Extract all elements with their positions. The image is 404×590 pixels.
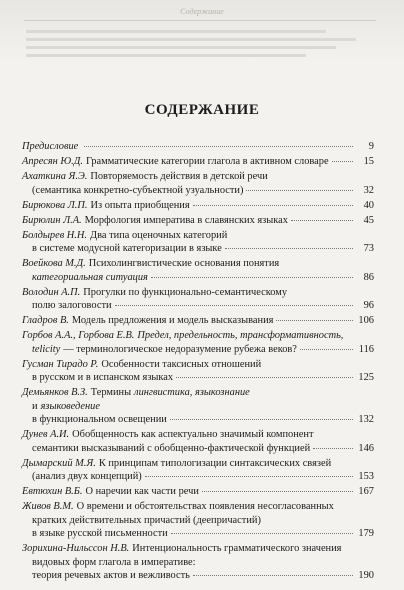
toc-line xyxy=(22,428,374,441)
toc-title-text: теория речевых актов и вежливость xyxy=(32,570,190,582)
leader-dots xyxy=(225,248,353,249)
toc-title-text: Интенциональность грамматического значения xyxy=(132,543,342,555)
toc-author: Гусман Тирадо Р. xyxy=(22,358,99,370)
toc-line xyxy=(22,413,374,426)
toc-title-text: Термины xyxy=(90,387,132,399)
ghost-line xyxy=(26,38,356,41)
toc-title-text: Прогулки по функционально-семантическому xyxy=(83,286,288,298)
toc-author: Воейкова М.Д. xyxy=(22,258,86,270)
toc-line xyxy=(22,329,374,342)
toc-author: Евтюхин В.Б. xyxy=(22,486,83,498)
page-number: 40 xyxy=(363,199,374,211)
page-number: 73 xyxy=(363,243,374,255)
page-number: 132 xyxy=(358,414,374,426)
ghost-line xyxy=(26,54,306,57)
toc-title-text: Два типа оценочных категорий xyxy=(90,229,228,241)
toc-line xyxy=(22,442,374,455)
page-number: 106 xyxy=(358,315,374,327)
toc-line xyxy=(22,527,374,540)
toc-term-italic: языковедение xyxy=(40,400,100,412)
toc-author: Демьянков В.З. xyxy=(22,387,88,399)
toc-author: Дунев А.И. xyxy=(22,429,70,441)
page-number: 9 xyxy=(368,141,374,152)
toc-entry xyxy=(22,428,374,455)
toc-entry xyxy=(22,457,374,484)
page-number: 45 xyxy=(363,214,374,226)
toc-title-text: Психолингвистические основания понятия xyxy=(88,258,280,270)
toc-line xyxy=(22,470,374,483)
toc-entry xyxy=(22,155,374,168)
ghost-line xyxy=(26,46,336,49)
toc-entry xyxy=(22,214,374,227)
leader-dots xyxy=(171,533,353,534)
toc-term-italic: лингвистика, языкознание xyxy=(134,387,250,399)
header-rule xyxy=(24,20,376,21)
toc-entry xyxy=(22,286,374,313)
toc-entry xyxy=(22,542,374,582)
leader-dots xyxy=(291,220,353,221)
toc-line xyxy=(22,286,374,299)
toc-title-text: О времени и обстоятельствах появления несогласованных xyxy=(76,501,334,513)
toc-author: Болдырев Н.Н. xyxy=(22,229,88,241)
toc-line xyxy=(22,184,374,197)
toc-line xyxy=(22,140,374,153)
leader-dots xyxy=(145,476,353,477)
bleed-through-previous-page xyxy=(0,0,404,62)
toc-title-text: и xyxy=(32,400,38,412)
toc-title-text: полю залоговости xyxy=(32,300,112,312)
toc-line xyxy=(22,371,374,384)
page-number: 179 xyxy=(358,528,374,540)
toc-title-text: Модель предложения и модель высказывания xyxy=(71,315,274,327)
toc-line xyxy=(22,542,374,555)
toc-entry xyxy=(22,329,374,356)
toc-entry xyxy=(22,257,374,284)
leader-dots xyxy=(115,305,353,306)
toc-entry xyxy=(22,314,374,327)
toc-title-text: Повторяемость действия в детской речи xyxy=(90,171,268,183)
toc-line xyxy=(22,358,374,371)
leader-dots xyxy=(332,161,353,162)
toc-author: Бирюлин Л.А. xyxy=(22,214,82,226)
toc-line xyxy=(22,170,374,183)
toc-entry xyxy=(22,485,374,498)
toc-line xyxy=(22,500,374,513)
toc-author: Апресян Ю.Д. xyxy=(22,156,83,168)
toc-line xyxy=(22,155,374,168)
toc-line xyxy=(22,257,374,270)
toc-line xyxy=(22,314,374,327)
toc-term-italic: Предел, предельность, трансформативность, xyxy=(137,330,344,342)
toc-entry xyxy=(22,140,374,153)
page-number: 125 xyxy=(358,372,374,384)
toc-title-text: видовых форм глагола в императиве: xyxy=(32,556,196,568)
table-of-contents xyxy=(22,140,374,584)
leader-dots xyxy=(170,419,353,420)
toc-author: Дымарский М.Я. xyxy=(22,457,96,469)
toc-title-text: в функциональном освещении xyxy=(32,414,167,426)
toc-title-text: (анализ двух концепций) xyxy=(32,471,142,483)
toc-title-text: в русском и в испанском языках xyxy=(32,372,174,384)
toc-title-text: — терминологическое недоразумение рубежа веков? xyxy=(63,343,297,355)
toc-line xyxy=(22,242,374,255)
leader-dots xyxy=(276,320,353,321)
toc-line xyxy=(22,485,374,498)
toc-author: Бирюкова Л.П. xyxy=(22,199,88,211)
page-number: 167 xyxy=(358,486,374,498)
toc-entry xyxy=(22,500,374,540)
toc-line xyxy=(22,386,374,399)
toc-entry xyxy=(22,386,374,426)
toc-title-text: Обобщенность как аспектуально значимый компонент xyxy=(72,429,314,441)
toc-author: Живов В.М. xyxy=(22,501,74,513)
toc-entry xyxy=(22,358,374,385)
leader-dots xyxy=(300,349,353,350)
leader-dots xyxy=(193,205,353,206)
toc-author: Ахаткина Я.Э. xyxy=(22,171,88,183)
page-number: 96 xyxy=(363,300,374,312)
toc-author: Горбов А.А., Горбова Е.В. xyxy=(22,330,135,342)
toc-line xyxy=(22,457,374,470)
toc-line xyxy=(22,400,374,413)
toc-title-text: в системе модусной категоризации в языке xyxy=(32,243,222,255)
toc-author: Гладров В. xyxy=(22,315,69,327)
leader-dots xyxy=(313,448,353,449)
toc-title-text: Из опыта приобщения xyxy=(90,199,190,211)
page-number: 190 xyxy=(358,570,374,582)
toc-entry xyxy=(22,229,374,256)
toc-title-text: О наречии как части речи xyxy=(85,486,199,498)
toc-author: Предисловие xyxy=(22,141,79,152)
page-number: 153 xyxy=(358,471,374,483)
toc-title-text: (семантика конкретно-субъектной узуальности) xyxy=(32,184,244,196)
toc-title-text: Морфология императива в славянских языках xyxy=(84,214,288,226)
toc-line xyxy=(22,199,374,212)
toc-title-text: в языке русской письменности xyxy=(32,528,168,540)
toc-line xyxy=(22,556,374,569)
page-number: 32 xyxy=(363,184,374,196)
running-header: Содержание xyxy=(180,7,224,16)
leader-dots xyxy=(193,575,353,576)
toc-line xyxy=(22,514,374,527)
toc-line xyxy=(22,229,374,242)
toc-entry xyxy=(22,170,374,197)
leader-dots xyxy=(151,277,353,278)
toc-title-text: К принципам типологизации синтаксических связей xyxy=(98,457,332,469)
toc-line xyxy=(22,271,374,284)
toc-line xyxy=(22,569,374,582)
toc-title-text: кратких действительных причастий (деепричастий) xyxy=(32,514,261,526)
toc-title-text: Грамматические категории глагола в активном словаре xyxy=(85,156,329,168)
page-number: 116 xyxy=(358,343,374,355)
leader-dots xyxy=(84,146,353,147)
toc-line xyxy=(22,343,374,356)
leader-dots xyxy=(176,377,353,378)
toc-author: Володин А.П. xyxy=(22,286,81,298)
page-number: 15 xyxy=(363,156,374,168)
leader-dots xyxy=(246,190,353,191)
toc-term-italic: категориальная ситуация xyxy=(32,271,148,283)
toc-term-italic: telicity xyxy=(32,343,61,355)
toc-title-text: Особенности таксисных отношений xyxy=(101,358,262,370)
page-title: СОДЕРЖАНИЕ xyxy=(144,102,260,118)
leader-dots xyxy=(202,491,353,492)
toc-title-text: семантики высказываний с обобщенно-фактической функцией xyxy=(32,442,311,454)
toc-line xyxy=(22,214,374,227)
toc-entry xyxy=(22,199,374,212)
page-number: 86 xyxy=(363,271,374,283)
page-number: 146 xyxy=(358,442,374,454)
toc-author: Зорихина-Нильссон Н.В. xyxy=(22,543,130,555)
ghost-line xyxy=(26,30,326,33)
toc-line xyxy=(22,299,374,312)
